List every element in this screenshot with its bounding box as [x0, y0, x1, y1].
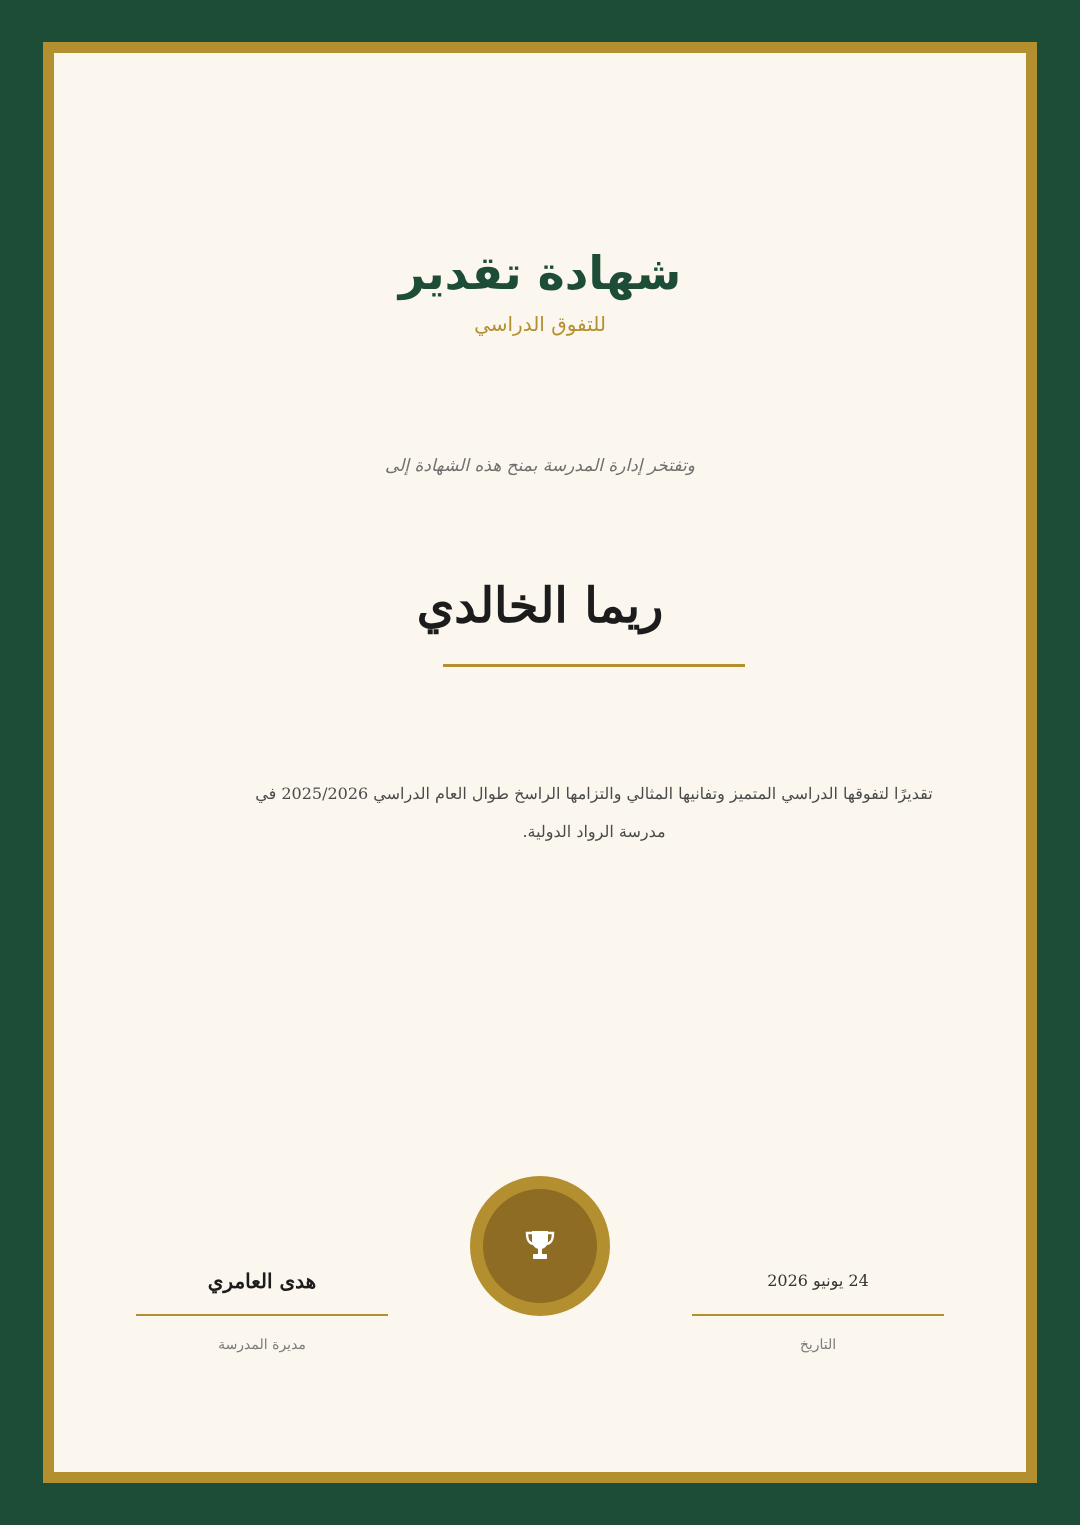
certificate-body: تقديرًا لتفوقها الدراسي المتميز وتفانيها المثالي والتزامها الراسخ طوال العام الدراسي 2025/2026 في مدرسة الرواد الدولية. — [255, 784, 933, 841]
date-caption: التاريخ — [799, 1337, 837, 1353]
principal-signature-line — [136, 1314, 388, 1316]
seal-inner-circle — [483, 1189, 597, 1303]
principal-caption: مديرة المدرسة — [218, 1337, 306, 1353]
certificate-title: شهادة تقدير — [398, 246, 682, 300]
seal — [470, 1176, 610, 1316]
presentation-text: وتفتخر إدارة المدرسة بمنح هذه الشهادة إلى — [385, 456, 695, 476]
date-value: 24 يونيو 2026 — [767, 1271, 869, 1290]
recipient-name: ريما الخالدي — [416, 578, 664, 634]
trophy-icon — [520, 1226, 560, 1266]
principal-signature-name: هدى العامري — [207, 1269, 317, 1293]
name-underline — [443, 664, 745, 667]
date-line — [692, 1314, 944, 1316]
certificate-subtitle: للتفوق الدراسي — [474, 312, 606, 336]
